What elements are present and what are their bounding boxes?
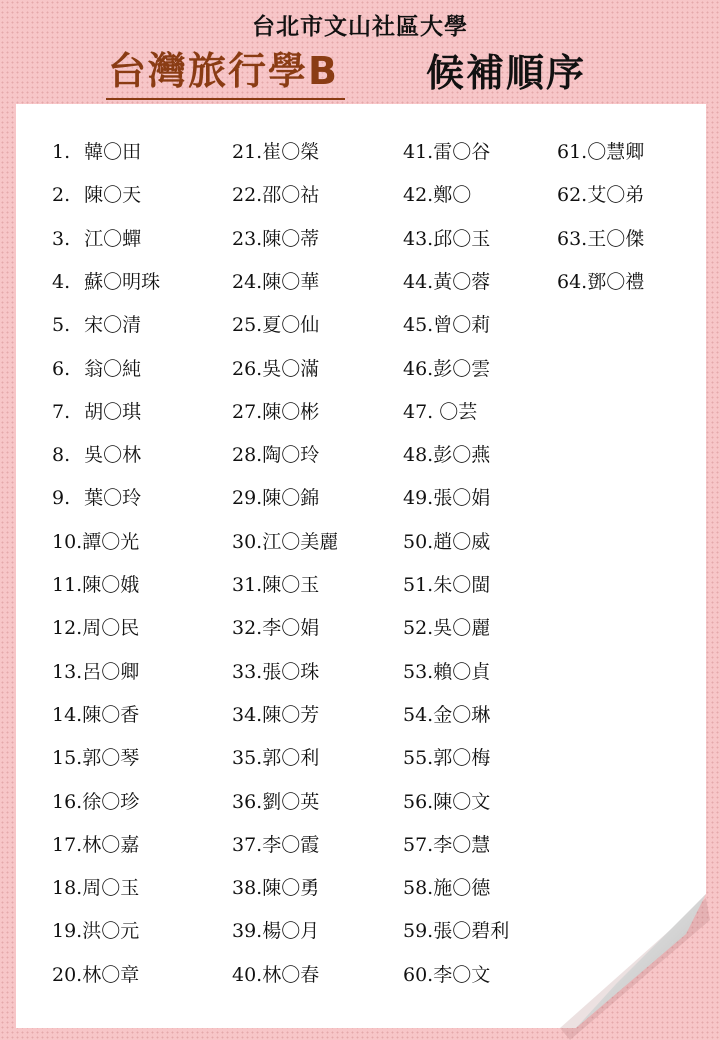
entry-number: 32. bbox=[232, 617, 263, 640]
entry-number: 29. bbox=[232, 487, 263, 510]
entry-number: 13. bbox=[52, 660, 83, 683]
entry-name: 韓〇田 bbox=[84, 141, 142, 163]
waitlist-entry bbox=[232, 183, 319, 207]
entry-number: 5. bbox=[52, 314, 71, 337]
waitlist-entry bbox=[232, 443, 319, 467]
entry-number: 8. bbox=[52, 444, 71, 467]
waitlist-entry bbox=[52, 183, 141, 207]
entry-name: 陳〇玉 bbox=[262, 574, 320, 596]
entry-number: 20. bbox=[52, 963, 83, 986]
entry-name: 陳〇勇 bbox=[262, 877, 320, 900]
waitlist-entry bbox=[232, 270, 319, 294]
entry-name: 陳〇錦 bbox=[262, 487, 320, 510]
entry-number: 35. bbox=[232, 747, 263, 770]
waitlist-entry bbox=[403, 443, 490, 467]
entry-number: 24. bbox=[232, 270, 263, 293]
entry-number: 30. bbox=[232, 530, 263, 553]
entry-number: 57. bbox=[403, 833, 434, 856]
entry-name: 李〇娟 bbox=[262, 617, 320, 640]
waitlist-entry bbox=[52, 876, 139, 900]
entry-number: 62. bbox=[557, 184, 588, 207]
entry-name: 朱〇閩 bbox=[433, 574, 491, 596]
waitlist-entry bbox=[232, 746, 319, 770]
entry-name: 李〇慧 bbox=[433, 833, 491, 856]
waitlist-entry bbox=[52, 790, 139, 814]
entry-number: 59. bbox=[403, 920, 434, 943]
entry-name: 崔〇榮 bbox=[262, 141, 320, 163]
entry-number: 48. bbox=[403, 444, 434, 467]
entry-name: 鄭〇 bbox=[433, 184, 472, 207]
entry-name: 邱〇玉 bbox=[433, 227, 491, 250]
entry-number: 31. bbox=[232, 574, 263, 596]
entry-name: 張〇碧利 bbox=[433, 920, 510, 943]
waitlist-entry bbox=[403, 140, 490, 164]
waitlist-entry bbox=[52, 227, 141, 251]
entry-number: 25. bbox=[232, 314, 263, 337]
waitlist-entry bbox=[232, 530, 338, 554]
waitlist-entry bbox=[52, 140, 141, 164]
entry-number: 58. bbox=[403, 877, 434, 900]
entry-name: 陳〇娥 bbox=[82, 574, 140, 596]
entry-name: 〇慧卿 bbox=[587, 141, 645, 163]
entry-number: 60. bbox=[403, 963, 434, 986]
entry-name: 夏〇仙 bbox=[262, 314, 320, 337]
waitlist-entry bbox=[403, 616, 490, 640]
entry-number: 34. bbox=[232, 703, 263, 726]
waitlist-entry bbox=[403, 833, 490, 857]
entry-name: 鄧〇禮 bbox=[587, 270, 645, 293]
waitlist-entry bbox=[403, 357, 490, 381]
waitlist-entry bbox=[52, 660, 139, 684]
entry-name: 邵〇祜 bbox=[262, 184, 320, 207]
waitlist-entry bbox=[232, 227, 319, 251]
entry-number: 11. bbox=[52, 574, 83, 596]
entry-name: 吳〇林 bbox=[84, 444, 142, 467]
entry-number: 12. bbox=[52, 617, 83, 640]
entry-name: 吳〇麗 bbox=[433, 617, 491, 640]
entry-number: 33. bbox=[232, 660, 263, 683]
entry-number: 26. bbox=[232, 357, 263, 380]
entry-name: 譚〇光 bbox=[82, 530, 140, 553]
waitlist-entry bbox=[52, 357, 141, 381]
entry-name: 郭〇梅 bbox=[433, 747, 491, 770]
entry-number: 51. bbox=[403, 574, 434, 596]
waitlist-entry bbox=[403, 660, 490, 684]
waitlist-entry bbox=[403, 313, 490, 337]
entry-name: 賴〇貞 bbox=[433, 660, 491, 683]
entry-number: 23. bbox=[232, 227, 263, 250]
entry-name: 呂〇卿 bbox=[82, 660, 140, 683]
waitlist-entry bbox=[403, 703, 490, 727]
entry-number: 27. bbox=[232, 400, 263, 423]
entry-name: 周〇玉 bbox=[82, 877, 140, 900]
entry-number: 49. bbox=[403, 487, 434, 510]
waitlist-entry bbox=[52, 919, 139, 943]
entry-name: 楊〇月 bbox=[262, 920, 320, 943]
entry-number: 14. bbox=[52, 703, 83, 726]
entry-number: 18. bbox=[52, 877, 83, 900]
entry-number: 38. bbox=[232, 877, 263, 900]
waitlist-entry bbox=[403, 270, 490, 294]
waitlist-entry bbox=[557, 270, 644, 294]
waitlist-entry bbox=[232, 660, 319, 684]
entry-name: 郭〇利 bbox=[262, 747, 320, 770]
entry-number: 45. bbox=[403, 314, 434, 337]
waitlist-entry bbox=[403, 183, 471, 207]
entry-name: 艾〇弟 bbox=[587, 184, 645, 207]
entry-number: 41. bbox=[403, 141, 434, 163]
waitlist-entry bbox=[403, 876, 490, 900]
entry-name: 李〇文 bbox=[433, 963, 491, 986]
entry-number: 37. bbox=[232, 833, 263, 856]
waitlist-entry bbox=[52, 833, 139, 857]
entry-name: 王〇傑 bbox=[587, 227, 645, 250]
entry-name: 林〇春 bbox=[262, 963, 320, 986]
waitlist-entry bbox=[52, 963, 139, 987]
waitlist-entry bbox=[52, 703, 139, 727]
waitlist-entry bbox=[232, 400, 319, 424]
entry-name: 吳〇滿 bbox=[262, 357, 320, 380]
waitlist-entry bbox=[557, 183, 644, 207]
page-title: 台灣旅行學B bbox=[106, 48, 345, 100]
entry-number: 52. bbox=[403, 617, 434, 640]
entry-number: 4. bbox=[52, 270, 71, 293]
entry-name: 江〇蟬 bbox=[84, 227, 142, 250]
entry-number: 17. bbox=[52, 833, 83, 856]
entry-name: 陳〇芳 bbox=[262, 703, 320, 726]
entry-name: 陳〇蒂 bbox=[262, 227, 320, 250]
entry-number: 61. bbox=[557, 141, 588, 163]
entry-name: 郭〇琴 bbox=[82, 747, 140, 770]
entry-name: 金〇琳 bbox=[433, 703, 491, 726]
entry-name: 周〇民 bbox=[82, 617, 140, 640]
entry-number: 56. bbox=[403, 790, 434, 813]
waitlist-entry bbox=[52, 616, 139, 640]
entry-name: 徐〇珍 bbox=[82, 790, 140, 813]
entry-name: 宋〇清 bbox=[84, 314, 142, 337]
entry-number: 3. bbox=[52, 227, 71, 250]
waitlist-entry bbox=[403, 746, 490, 770]
entry-name: 施〇德 bbox=[433, 877, 491, 900]
entry-number: 64. bbox=[557, 270, 588, 293]
entry-name: 胡〇琪 bbox=[84, 400, 142, 423]
entry-number: 15. bbox=[52, 747, 83, 770]
waitlist-entry bbox=[232, 876, 319, 900]
entry-name: 陶〇玲 bbox=[262, 444, 320, 467]
entry-number: 7. bbox=[52, 400, 71, 423]
entry-number: 42. bbox=[403, 184, 434, 207]
waitlist-entry bbox=[52, 443, 141, 467]
waitlist-entry bbox=[403, 400, 477, 424]
entry-name: 陳〇彬 bbox=[262, 400, 320, 423]
entry-number: 36. bbox=[232, 790, 263, 813]
entry-name: 洪〇元 bbox=[82, 920, 140, 943]
entry-name: 陳〇文 bbox=[433, 790, 491, 813]
waitlist-entry bbox=[403, 573, 490, 597]
entry-number: 47. bbox=[403, 400, 434, 423]
entry-number: 46. bbox=[403, 357, 434, 380]
waitlist-entry bbox=[557, 227, 644, 251]
waitlist-entry bbox=[403, 963, 490, 987]
entry-name: 江〇美麗 bbox=[262, 530, 339, 553]
waitlist-entry bbox=[232, 616, 319, 640]
waitlist-entry bbox=[52, 400, 141, 424]
page-title-side: 候補順序 bbox=[426, 51, 587, 95]
entry-name: 林〇嘉 bbox=[82, 833, 140, 856]
entry-number: 39. bbox=[232, 920, 263, 943]
waitlist-entry bbox=[232, 313, 319, 337]
waitlist-entry bbox=[403, 790, 490, 814]
waitlist-entry bbox=[232, 790, 319, 814]
entry-number: 43. bbox=[403, 227, 434, 250]
entry-name: 曾〇莉 bbox=[433, 314, 491, 337]
entry-number: 55. bbox=[403, 747, 434, 770]
waitlist-entry bbox=[52, 746, 139, 770]
entry-name: 陳〇香 bbox=[82, 703, 140, 726]
entry-name: 劉〇英 bbox=[262, 790, 320, 813]
waitlist-entry bbox=[52, 270, 160, 294]
entry-number: 2. bbox=[52, 184, 71, 207]
entry-name: 〇芸 bbox=[433, 400, 478, 423]
waitlist-entry bbox=[232, 703, 319, 727]
entry-name: 趙〇威 bbox=[433, 530, 491, 553]
entry-number: 9. bbox=[52, 487, 71, 510]
waitlist-entry bbox=[403, 227, 490, 251]
waitlist-entry bbox=[557, 140, 644, 164]
entry-number: 6. bbox=[52, 357, 71, 380]
waitlist-entry bbox=[232, 919, 319, 943]
header-subtitle: 台北市文山社區大學 bbox=[252, 14, 468, 40]
entry-number: 22. bbox=[232, 184, 263, 207]
waitlist-entry bbox=[52, 530, 139, 554]
entry-number: 21. bbox=[232, 141, 263, 163]
entry-number: 44. bbox=[403, 270, 434, 293]
entry-number: 28. bbox=[232, 444, 263, 467]
waitlist-entry bbox=[232, 357, 319, 381]
entry-name: 張〇娟 bbox=[433, 487, 491, 510]
entry-name: 李〇霞 bbox=[262, 833, 320, 856]
entry-name: 彭〇雲 bbox=[433, 357, 491, 380]
waitlist-entry bbox=[232, 833, 319, 857]
waitlist-entry bbox=[232, 486, 319, 510]
entry-number: 40. bbox=[232, 963, 263, 986]
entry-number: 16. bbox=[52, 790, 83, 813]
entry-name: 雷〇谷 bbox=[433, 141, 491, 163]
waitlist-entry bbox=[232, 573, 319, 597]
entry-number: 53. bbox=[403, 660, 434, 683]
waitlist-entry bbox=[403, 530, 490, 554]
entry-number: 10. bbox=[52, 530, 83, 553]
entry-name: 張〇珠 bbox=[262, 660, 320, 683]
entry-name: 葉〇玲 bbox=[84, 487, 142, 510]
entry-name: 翁〇純 bbox=[84, 357, 142, 380]
entry-number: 19. bbox=[52, 920, 83, 943]
entry-name: 黃〇蓉 bbox=[433, 270, 491, 293]
entry-name: 林〇章 bbox=[82, 963, 140, 986]
entry-name: 蘇〇明珠 bbox=[84, 270, 161, 293]
waitlist-entry bbox=[232, 140, 319, 164]
waitlist-entry bbox=[52, 313, 141, 337]
waitlist-entry bbox=[232, 963, 319, 987]
entry-number: 50. bbox=[403, 530, 434, 553]
waitlist-entry bbox=[403, 919, 509, 943]
waitlist-entry bbox=[52, 573, 139, 597]
waitlist-entry bbox=[52, 486, 141, 510]
entry-name: 彭〇燕 bbox=[433, 444, 491, 467]
entry-name: 陳〇天 bbox=[84, 184, 142, 207]
entry-number: 63. bbox=[557, 227, 588, 250]
waitlist-entry bbox=[403, 486, 490, 510]
entry-number: 1. bbox=[52, 141, 71, 163]
entry-number: 54. bbox=[403, 703, 434, 726]
entry-name: 陳〇華 bbox=[262, 270, 320, 293]
